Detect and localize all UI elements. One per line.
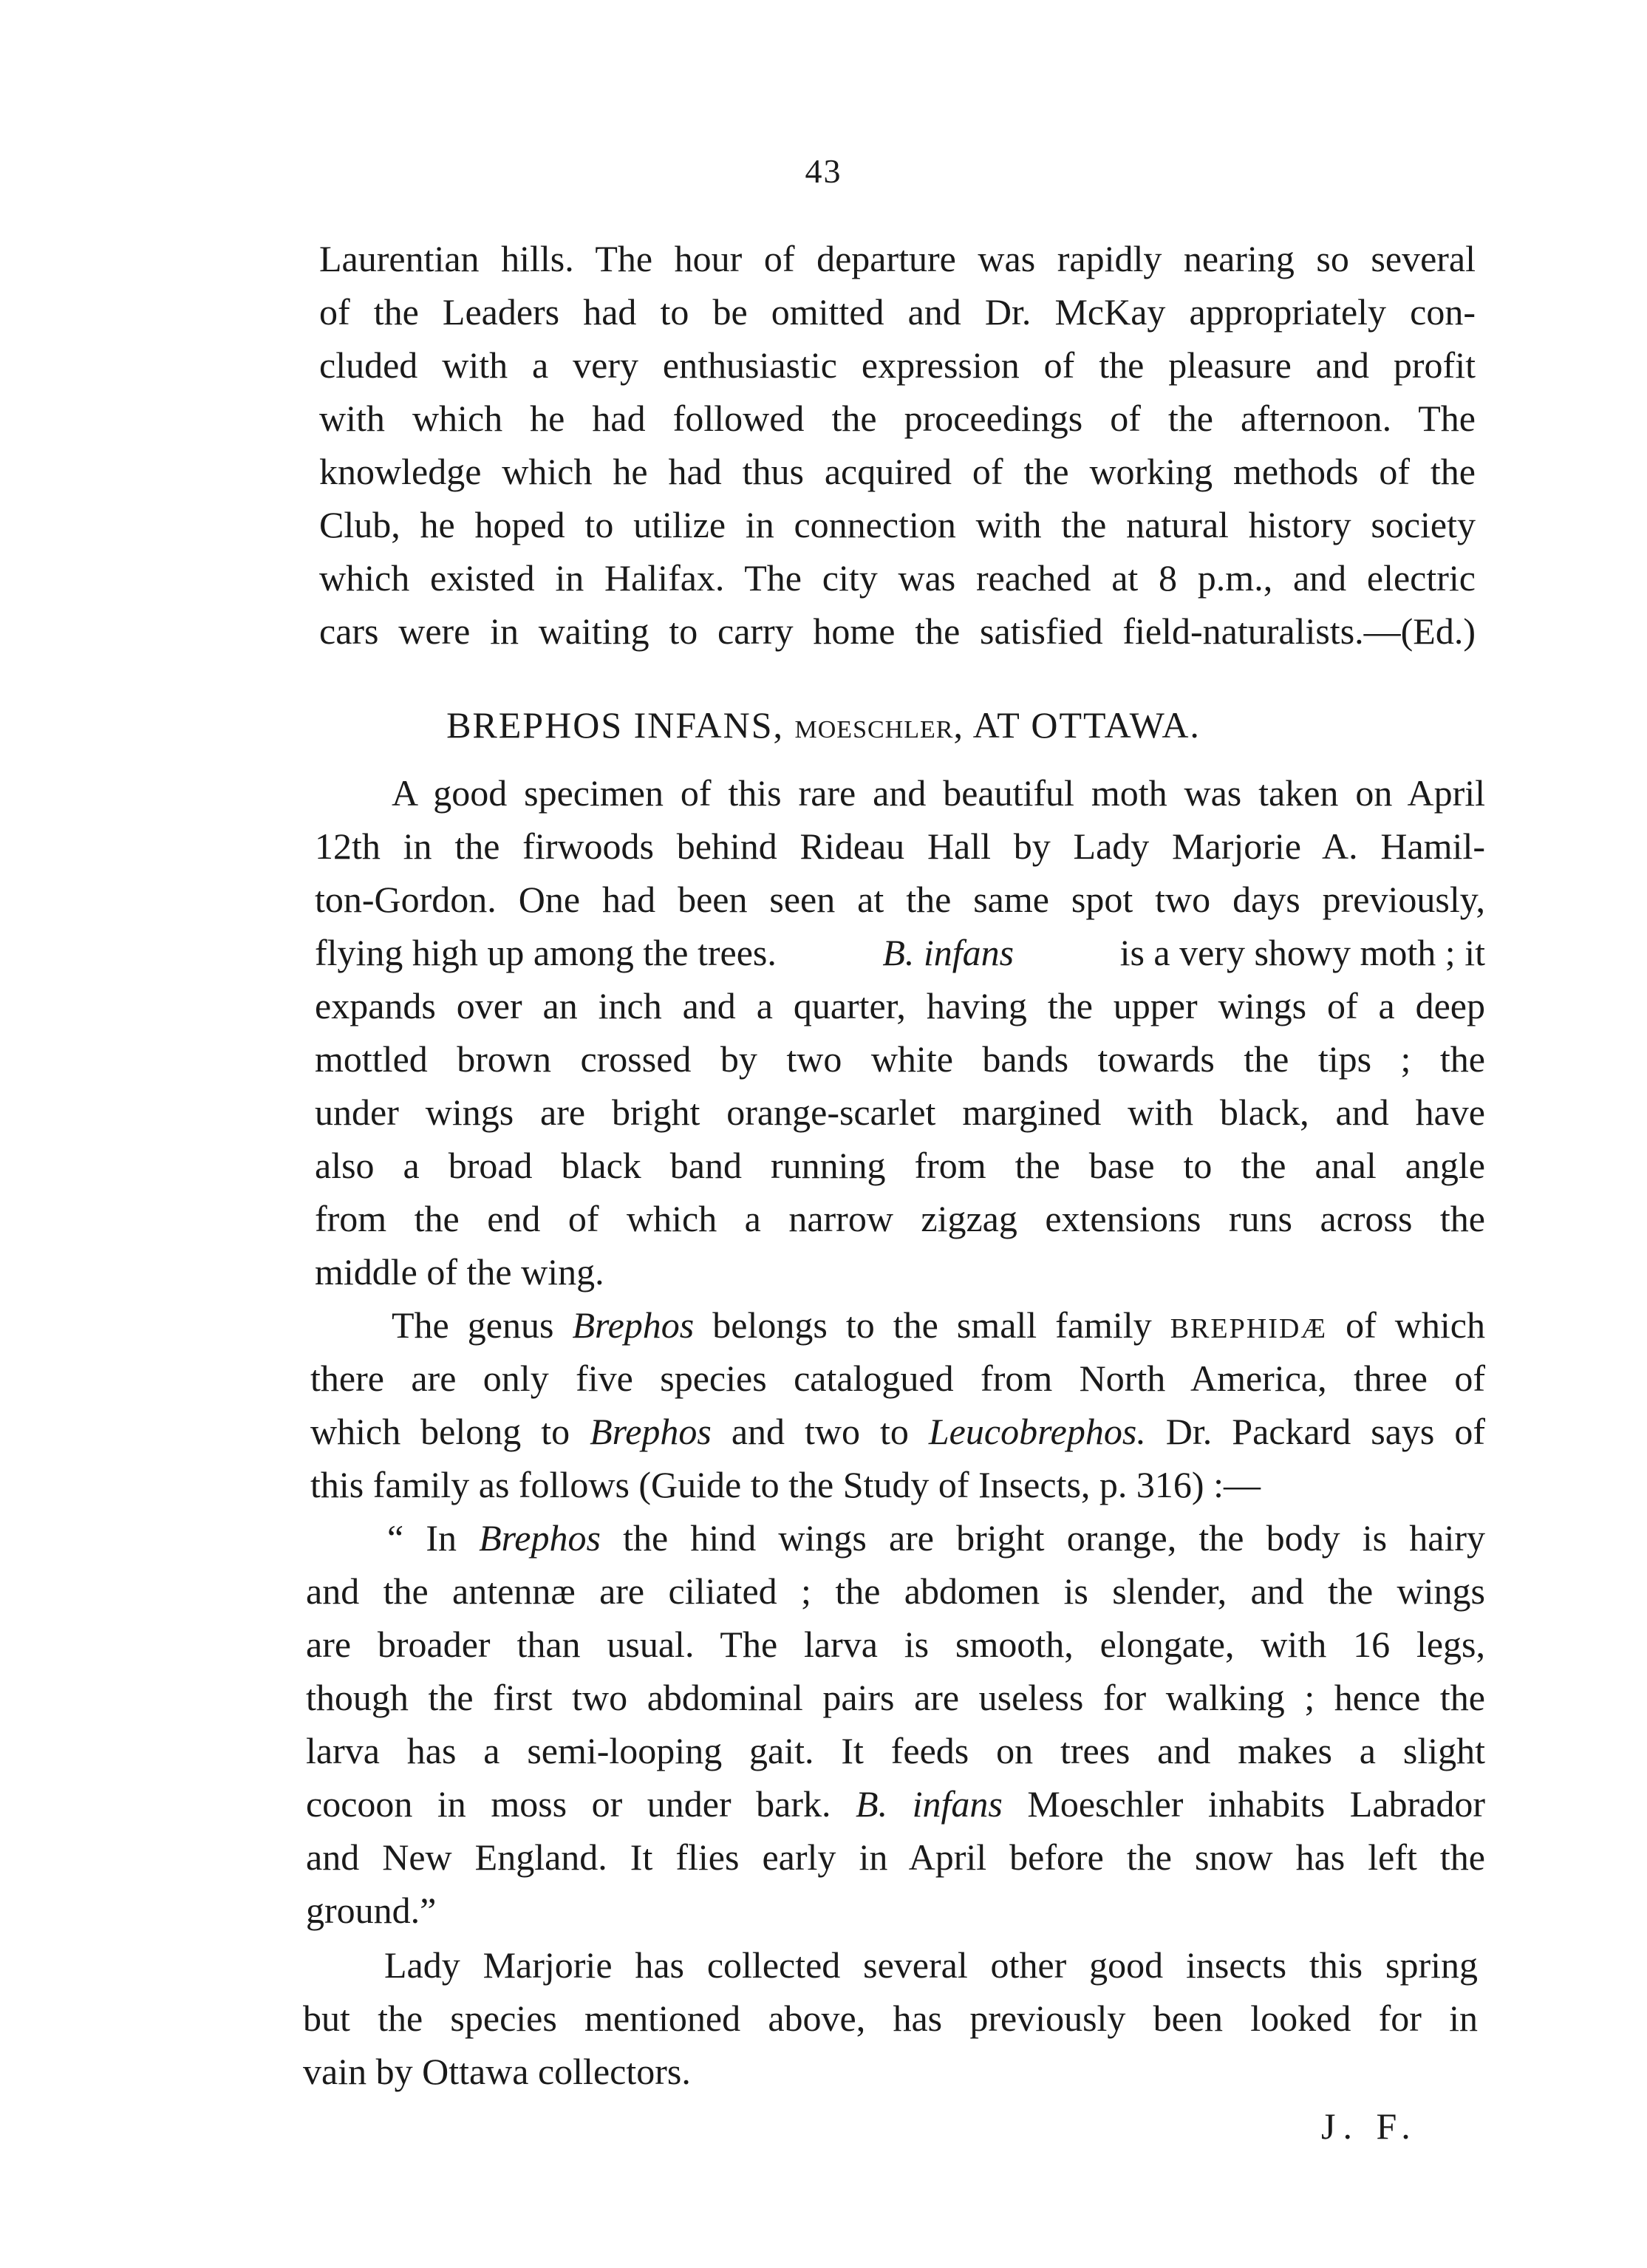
text-line: cars were in waiting to carry home the satisfied field-naturalists.—(Ed.) bbox=[319, 610, 1476, 652]
text-line bbox=[306, 1778, 1485, 1830]
text-line: vain by Ottawa collectors. bbox=[303, 2051, 691, 2092]
text-line: are broader than usual. The larva is smooth, elongate, with 16 legs, bbox=[306, 1624, 1485, 1665]
text-line: Club, he hoped to utilize in connection with the natural history society bbox=[319, 504, 1476, 545]
text-segment: Moeschler inhabits Labrador bbox=[1002, 1783, 1486, 1825]
text-segment: and two to bbox=[711, 1411, 929, 1452]
text-line: under wings are bright orange-scarlet margined with black, and have bbox=[315, 1092, 1485, 1133]
species-name: B. infans bbox=[882, 932, 1015, 973]
text-line: and the antennæ are ciliated ; the abdomen is slender, and the wings bbox=[306, 1570, 1485, 1612]
text-line: ton-Gordon. One had been seen at the same spot two days previously, bbox=[315, 879, 1485, 920]
text-line: 12th in the firwoods behind Rideau Hall by Lady Marjorie A. Hamil- bbox=[315, 825, 1485, 867]
text-line bbox=[315, 927, 1485, 978]
text-segment: belongs to the small family bbox=[694, 1304, 1170, 1346]
text-segment: which belong to bbox=[310, 1411, 590, 1452]
text-segment: the hind wings are bright orange, the body is hairy bbox=[600, 1517, 1486, 1559]
text-segment: The genus bbox=[392, 1304, 573, 1346]
family-name: BREPHIDÆ bbox=[1170, 1313, 1328, 1344]
text-segment: of which bbox=[1327, 1304, 1485, 1346]
heading-title: BREPHOS INFANS, bbox=[446, 704, 795, 746]
text-line: Lady Marjorie has collected several other good insects this spring bbox=[384, 1944, 1478, 1986]
text-line bbox=[392, 1299, 1485, 1351]
text-line: also a broad black band running from the base to the anal angle bbox=[315, 1145, 1485, 1186]
genus-name: Brephos bbox=[479, 1517, 601, 1559]
species-name: B. infans bbox=[856, 1783, 1003, 1825]
text-line: from the end of which a narrow zigzag extensions runs across the bbox=[315, 1198, 1485, 1239]
genus-name: Brephos bbox=[590, 1411, 712, 1452]
text-segment: flying high up among the trees. bbox=[315, 932, 777, 973]
text-line: cluded with a very enthusiastic expression of the pleasure and profit bbox=[319, 344, 1476, 386]
genus-name: Brephos bbox=[572, 1304, 695, 1346]
text-line: but the species mentioned above, has previously been looked for in bbox=[303, 1998, 1478, 2039]
text-line: middle of the wing. bbox=[315, 1251, 604, 1293]
author-signature: J. F. bbox=[1321, 2105, 1418, 2147]
page-number: 43 bbox=[805, 152, 842, 190]
text-line bbox=[387, 1512, 1485, 1564]
heading-location: , AT OTTAWA. bbox=[953, 704, 1201, 746]
genus-name: Leucobrephos. bbox=[928, 1411, 1146, 1452]
text-line: and New England. It flies early in April before the snow has left the bbox=[306, 1836, 1485, 1878]
text-line: there are only five species catalogued from North America, three of bbox=[310, 1358, 1485, 1399]
article-heading bbox=[0, 704, 1647, 746]
text-line: Laurentian hills. The hour of departure was rapidly nearing so several bbox=[319, 238, 1476, 279]
text-line: knowledge which he had thus acquired of the working methods of the bbox=[319, 451, 1476, 492]
text-line: mottled brown crossed by two white bands towards the tips ; the bbox=[315, 1038, 1485, 1080]
text-line: expands over an inch and a quarter, having the upper wings of a deep bbox=[315, 985, 1485, 1026]
text-line: which existed in Halifax. The city was reached at 8 p.m., and electric bbox=[319, 557, 1476, 599]
text-line: of the Leaders had to be omitted and Dr. McKay appropriately con- bbox=[319, 291, 1476, 333]
text-segment: is a very showy moth ; it bbox=[1119, 932, 1485, 973]
text-segment: Dr. Packard says of bbox=[1145, 1411, 1486, 1452]
text-segment: “ In bbox=[387, 1517, 480, 1559]
text-line: with which he had followed the proceedings of the afternoon. The bbox=[319, 398, 1476, 439]
text-line: this family as follows (Guide to the Study of Insects, p. 316) :— bbox=[310, 1464, 1261, 1505]
heading-author: MOESCHLER bbox=[794, 716, 954, 743]
text-line: ground.” bbox=[306, 1890, 437, 1931]
text-line: A good specimen of this rare and beautiful moth was taken on April bbox=[392, 772, 1485, 814]
text-segment: cocoon in moss or under bark. bbox=[306, 1783, 856, 1825]
text-line bbox=[310, 1406, 1485, 1457]
text-line: though the first two abdominal pairs are useless for walking ; hence the bbox=[306, 1677, 1485, 1718]
text-line: larva has a semi-looping gait. It feeds on trees and makes a slight bbox=[306, 1730, 1485, 1771]
